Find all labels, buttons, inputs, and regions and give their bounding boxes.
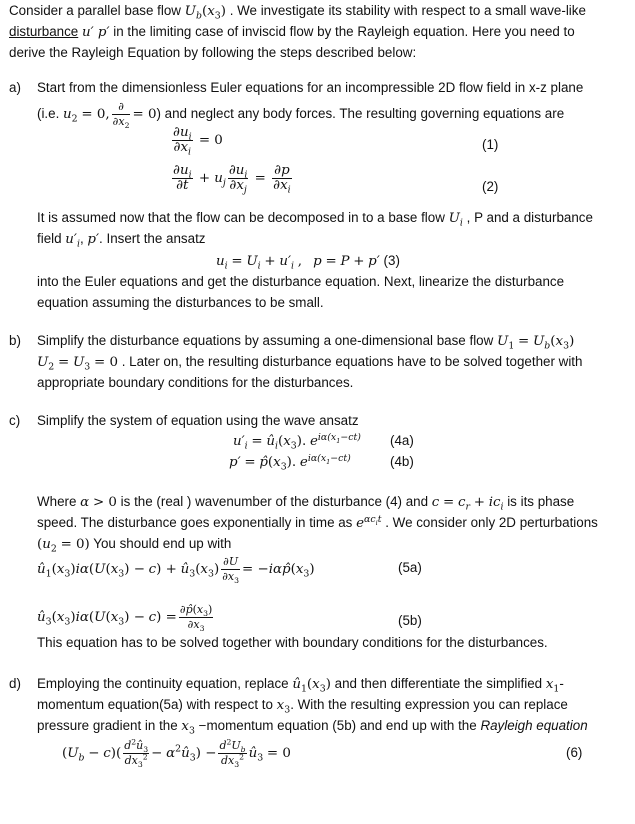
part-c-line-3: speed. The disturbance goes exponentially in time as $e^{\alpha c_it}$ . We consider only 2D perturbations xyxy=(37,513,598,531)
part-a-line-2: (i.e. $u_2 = 0$, $\frac{\partial}{\partial x_2}$ = 0) and neglect any body forces. The resulting governing equations are xyxy=(37,100,565,131)
equation-5b: $û_3(x_3)i\alpha(U(x_3) - c)$ = $\frac{\partial p̂(x_3)}{\partial x_3}$ xyxy=(37,603,213,634)
part-a-line-6: equation assuming the disturbances to be small. xyxy=(37,295,324,310)
part-c-line-5: This equation has to be solved together with boundary conditions for the disturbances. xyxy=(37,635,548,650)
equation-4a-number: (4a) xyxy=(390,433,414,448)
equation-1: $\frac{\partial u_i}{\partial x_i}$ = 0 xyxy=(173,125,223,158)
equation-5a: $û_1(x_3)i\alpha(U(x_3) - c)$ + $û_3(x_3)$ $\frac{\partial U}{\partial x_3}$ = $-i\alpha p̂(x_3)$ xyxy=(37,555,315,586)
intro-line-2: disturbance u′ p′ in the limiting case of inviscid flow by the Rayleigh equation. Here you need to xyxy=(9,24,575,40)
equation-3: $u_i = U_i + u'_i$ , p = P + p′ (3) xyxy=(216,253,400,272)
equation-6-number: (6) xyxy=(566,745,583,760)
part-a-line-4: field $u'_i$, p′. Insert the ansatz xyxy=(37,231,206,250)
equation-4b-number: (4b) xyxy=(390,454,414,469)
part-c-label: c) xyxy=(9,413,21,428)
part-d-line-1: Employing the continuity equation, replace $û_1(x_3)$ and then differentiate the simplified $x_1-$ xyxy=(37,676,564,695)
part-c-line-1: Simplify the system of equation using the wave ansatz xyxy=(37,413,359,428)
part-c-line-4: $(u_2 = 0)$ You should end up with xyxy=(37,536,232,555)
equation-2-number: (2) xyxy=(482,179,499,194)
part-a-line-5: into the Euler equations and get the disturbance equation. Next, linearize the disturbance xyxy=(37,274,565,289)
equation-2: $\frac{\partial u_i}{\partial t}$ + $u_j$ $\frac{\partial u_i}{\partial x_j}$ = $\frac{\partial p}{\partial x_i}$ xyxy=(173,163,291,196)
part-a-line-1: Start from the dimensionless Euler equations for an incompressible 2D flow field in x-z plane xyxy=(37,80,584,95)
part-d-line-2: momentum equation(5a) with respect to $x_3$. With the resulting expression you can replace xyxy=(37,697,568,716)
equation-6: $(U_b - c)$( $\frac{d^2û_3}{dx_3^2}$ − $\alpha^2û_3$) − $\frac{d^2U_b}{dx_3^2}$ $û_3 = 0$ xyxy=(62,737,291,770)
part-a-label: a) xyxy=(9,80,21,95)
equation-4b: $p' = p̂(x_3)$. $e^{i\alpha(x_1-ct)}$ xyxy=(229,452,351,473)
intro-line-3: derive the Rayleigh Equation by following the steps described below: xyxy=(9,45,417,60)
part-a-line-3: It is assumed now that the flow can be decomposed in to a base flow $U_i$ , P and a disturbance xyxy=(37,210,593,229)
part-c-line-2: Where α > 0 is the (real ) wavenumber of the disturbance (4) and $c = c_r + ic_i$ is its phase xyxy=(37,494,575,513)
part-b-label: b) xyxy=(9,333,21,348)
part-b-line-3: appropriate boundary conditions for the disturbances. xyxy=(37,375,354,390)
equation-5b-number: (5b) xyxy=(398,613,422,628)
equation-5a-number: (5a) xyxy=(398,560,422,575)
intro-line-1: Consider a parallel base flow $U_b(x_3)$ . We investigate its stability with respect to a small wave-like xyxy=(9,3,586,22)
equation-3-number: (3) xyxy=(383,253,400,268)
part-d-label: d) xyxy=(9,676,21,691)
part-d-line-3: pressure gradient in the $x_3$ −momentum equation (5b) and end up with the Rayleigh equation xyxy=(37,718,588,737)
equation-4a: $u'_i$ = $û_i(x_3)$. $e^{i\alpha(x_1-ct)}$ xyxy=(233,431,361,452)
equation-1-number: (1) xyxy=(482,137,499,152)
part-b-line-2: $U_2 = U_3 = 0$ . Later on, the resulting disturbance equations have to be solved together with xyxy=(37,354,583,373)
part-b-line-1: Simplify the disturbance equations by assuming a one-dimensional base flow $U_1 = U_b(x_3)$ xyxy=(37,333,575,352)
